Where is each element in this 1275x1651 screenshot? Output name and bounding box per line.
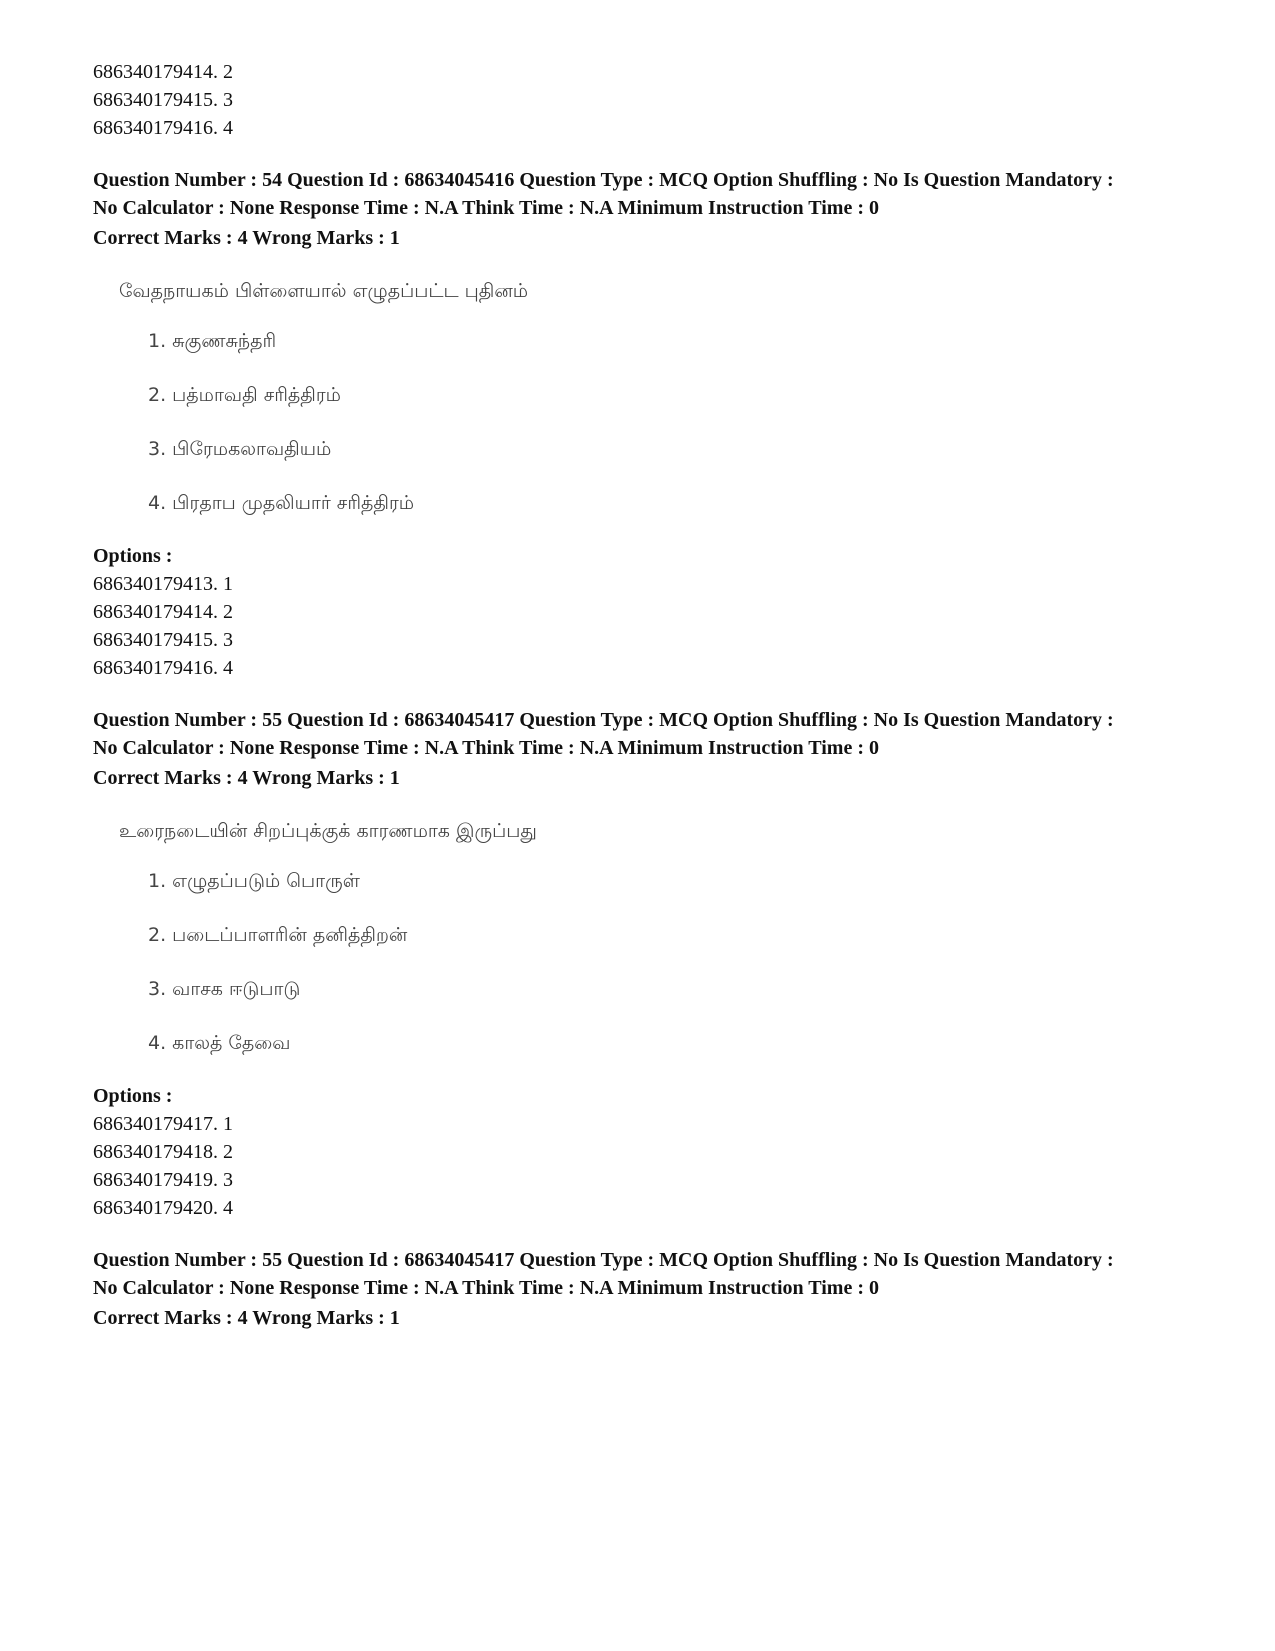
question-marks: Correct Marks : 4 Wrong Marks : 1 xyxy=(93,767,400,789)
question-header-line-2: No Calculator : None Response Time : N.A Think Time : N.A Minimum Instruction Time : 0 xyxy=(93,197,879,219)
question-block-55 xyxy=(93,706,1213,1222)
question-content-image xyxy=(93,278,1213,516)
question-choice: 3. பிரேமகலாவதியம் xyxy=(148,438,332,460)
question-choices xyxy=(148,868,1213,1056)
option-line: 686340179415. 3 xyxy=(93,89,233,111)
question-choice: 2. பத்மாவதி சரித்திரம் xyxy=(148,384,341,406)
option-line: 686340179419. 3 xyxy=(93,1169,233,1191)
option-line: 686340179416. 4 xyxy=(93,117,233,139)
question-header-line-2: No Calculator : None Response Time : N.A Think Time : N.A Minimum Instruction Time : 0 xyxy=(93,1277,879,1299)
option-line: 686340179413. 1 xyxy=(93,573,233,595)
question-header xyxy=(93,1246,1213,1302)
question-choice: 1. எழுதப்படும் பொருள் xyxy=(148,870,360,892)
option-line: 686340179416. 4 xyxy=(93,657,233,679)
options-label: Options : xyxy=(93,1085,173,1107)
question-choice: 3. வாசக ஈடுபாடு xyxy=(148,978,301,1000)
question-header xyxy=(93,166,1213,222)
option-line: 686340179415. 3 xyxy=(93,629,233,651)
option-line: 686340179417. 1 xyxy=(93,1113,233,1135)
question-header-line-1: Question Number : 55 Question Id : 68634045417 Question Type : MCQ Option Shuffling : No Is Question Mandatory : xyxy=(93,709,1114,731)
options-list xyxy=(93,1110,1213,1222)
question-block-54 xyxy=(93,166,1213,682)
option-line: 686340179414. 2 xyxy=(93,61,233,83)
question-stem: உரைநடையின் சிறப்புக்குக் காரணமாக இருப்பது xyxy=(119,820,537,842)
question-header xyxy=(93,706,1213,762)
question-choice: 2. படைப்பாளரின் தனித்திறன் xyxy=(148,924,408,946)
question-choice: 4. காலத் தேவை xyxy=(148,1032,291,1054)
question-header-line-2: No Calculator : None Response Time : N.A Think Time : N.A Minimum Instruction Time : 0 xyxy=(93,737,879,759)
question-choice: 4. பிரதாப முதலியார் சரித்திரம் xyxy=(148,492,415,514)
question-block-trailing xyxy=(93,1246,1213,1332)
question-marks: Correct Marks : 4 Wrong Marks : 1 xyxy=(93,227,400,249)
question-marks: Correct Marks : 4 Wrong Marks : 1 xyxy=(93,1307,400,1329)
question-content-image xyxy=(93,818,1213,1056)
options-list xyxy=(93,570,1213,682)
question-choice: 1. சுகுணசுந்தரி xyxy=(148,330,277,352)
document-page xyxy=(93,58,1213,1332)
question-header-line-1: Question Number : 55 Question Id : 68634045417 Question Type : MCQ Option Shuffling : No Is Question Mandatory : xyxy=(93,1249,1114,1271)
question-header-line-1: Question Number : 54 Question Id : 68634045416 Question Type : MCQ Option Shuffling : No Is Question Mandatory : xyxy=(93,169,1114,191)
option-line: 686340179414. 2 xyxy=(93,601,233,623)
top-options-list xyxy=(93,58,1213,142)
question-choices xyxy=(148,328,1213,516)
option-line: 686340179418. 2 xyxy=(93,1141,233,1163)
question-stem: வேதநாயகம் பிள்ளையால் எழுதப்பட்ட புதினம் xyxy=(119,280,529,302)
options-label: Options : xyxy=(93,545,173,567)
option-line: 686340179420. 4 xyxy=(93,1197,233,1219)
